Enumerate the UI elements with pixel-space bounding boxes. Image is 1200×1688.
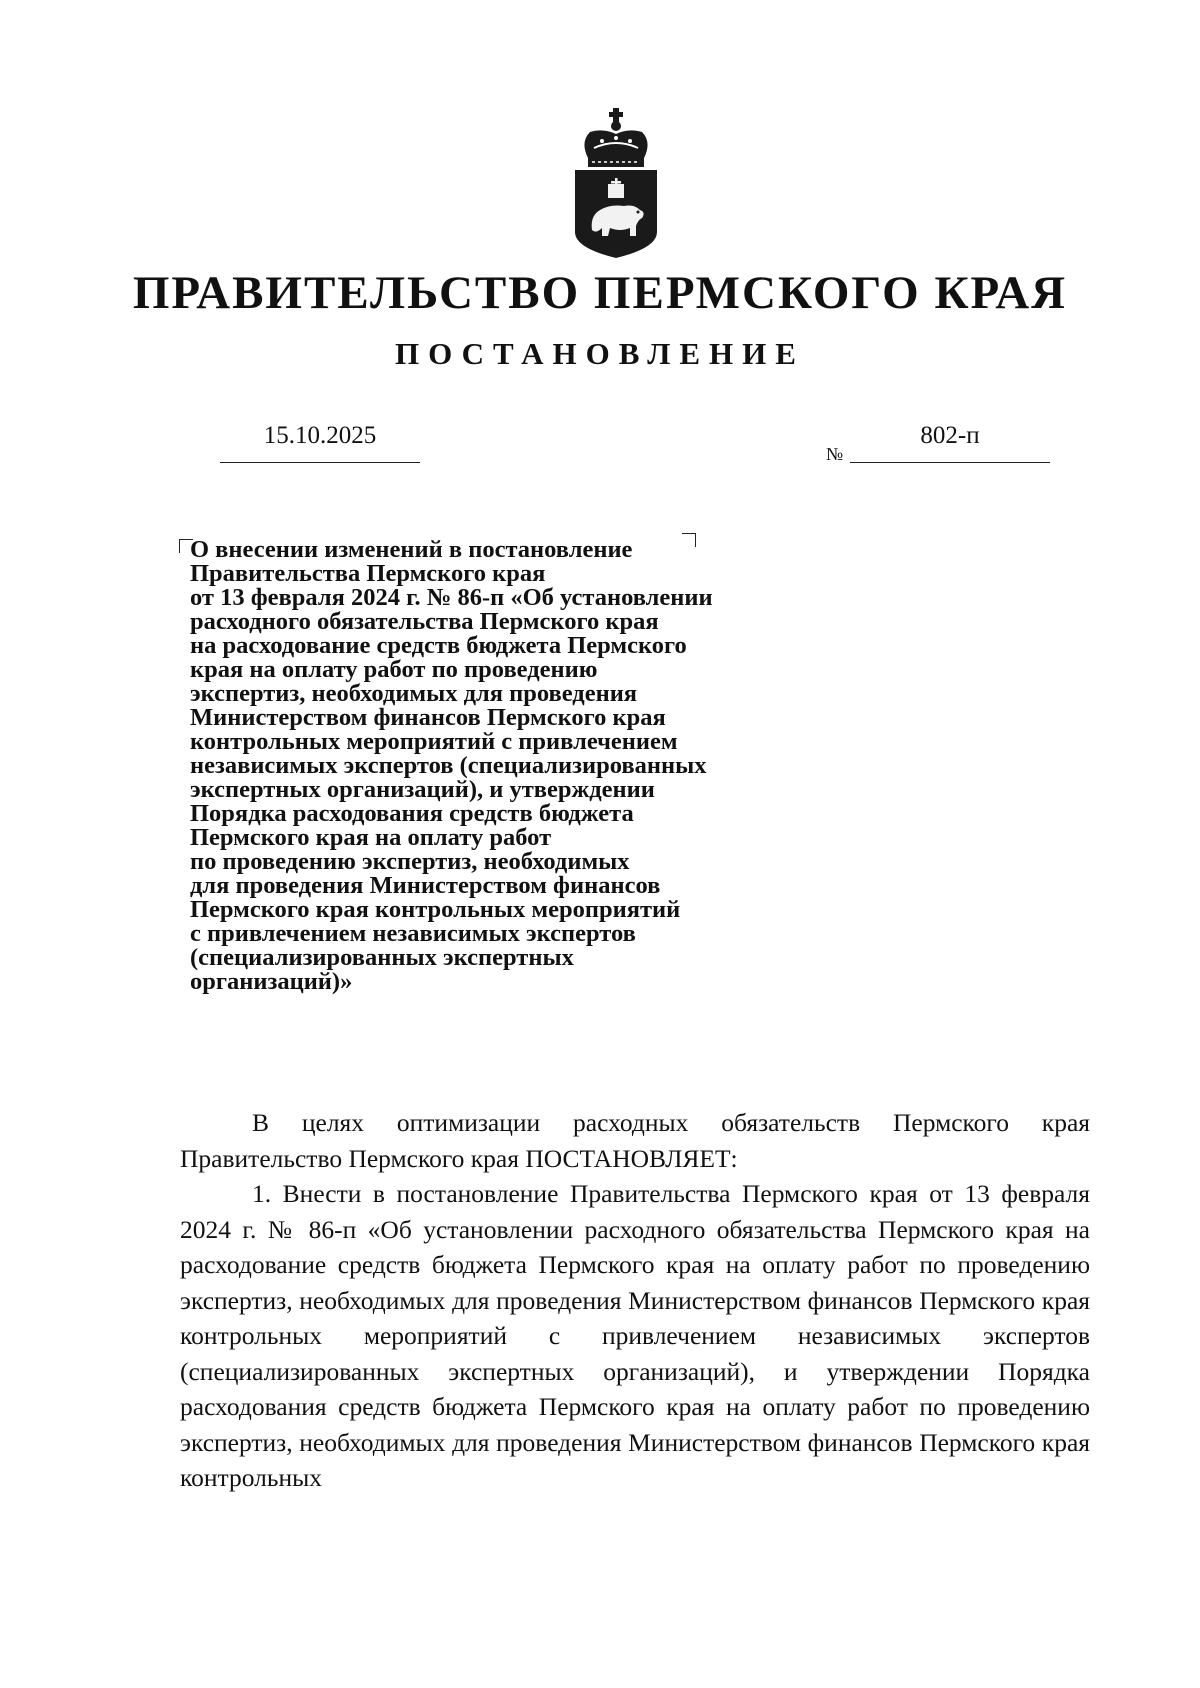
subject-line: расходного обязательства Пермского края <box>190 608 659 635</box>
document-type: ПОСТАНОВЛЕНИЕ <box>395 336 805 371</box>
subject-line: края на оплату работ по проведению <box>190 656 598 683</box>
document-number: 802-п <box>920 422 980 449</box>
subject-line: Порядка расходования средств бюджета <box>190 800 634 827</box>
subject-line: организаций)» <box>190 968 353 995</box>
document-subject <box>190 538 830 994</box>
subject-line: (специализированных экспертных <box>190 944 574 971</box>
subject-line: независимых экспертов (специализированных <box>190 752 707 779</box>
subject-line: Пермского края на оплату работ <box>190 824 552 851</box>
number-underline <box>850 462 1050 463</box>
subject-line: от 13 февраля 2024 г. № 86-п «Об установлении <box>190 584 713 611</box>
perm-krai-coat-of-arms-icon <box>570 108 662 260</box>
subject-line: Министерством финансов Пермского края <box>190 704 666 731</box>
date-underline <box>220 462 420 463</box>
document-body <box>180 1105 1090 1496</box>
subject-line: на расходование средств бюджета Пермского <box>190 632 687 659</box>
number-sign: № <box>826 444 844 464</box>
organization-title: ПРАВИТЕЛЬСТВО ПЕРМСКОГО КРАЯ <box>132 267 1068 319</box>
subject-line: Правительства Пермского края <box>190 560 546 587</box>
subject-line: Пермского края контрольных мероприятий <box>190 896 681 923</box>
subject-line: с привлечением независимых экспертов <box>190 920 636 947</box>
subject-line: контрольных мероприятий с привлечением <box>190 728 678 755</box>
subject-line: для проведения Министерством финансов <box>190 872 661 899</box>
preamble-paragraph: В целях оптимизации расходных обязательств Пермского края Правительство Пермского края ПОСТАНОВЛЯЕТ: <box>180 1108 1090 1173</box>
subject-line: экспертиз, необходимых для проведения <box>190 680 638 707</box>
subject-line: О внесении изменений в постановление <box>190 536 633 563</box>
document-date: 15.10.2025 <box>263 422 377 449</box>
subject-line: экспертных организаций), и утверждении <box>190 776 655 803</box>
subject-line: по проведению экспертиз, необходимых <box>190 848 630 875</box>
clause-1-paragraph: 1. Внести в постановление Правительства Пермского края от 13 февраля 2024 г. № 86-п «Об установлении расходного обязательства Пермского края на расходование средств бюджета Пермского края на оплату работ по проведению экспертиз, необходимых для проведения Министерством финансов Пермского края контрольных мероприятий с привлечением независимых экспертов (специализированных экспертных организаций), и утверждении Порядка расходования средств бюджета Пермского края на оплату работ по проведению экспертиз, необходимых для проведения Министерством финансов Пермского края контрольных <box>180 1179 1090 1492</box>
